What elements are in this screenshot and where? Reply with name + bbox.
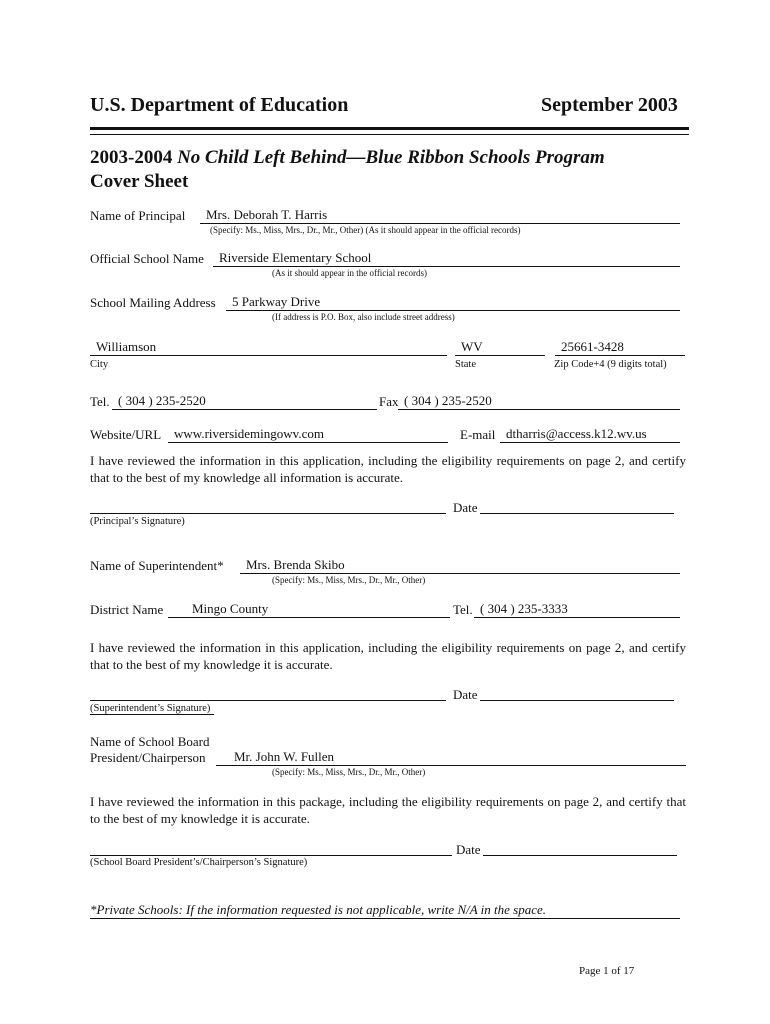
fax-label: Fax	[379, 394, 399, 409]
principal-field[interactable]: Mrs. Deborah T. Harris	[200, 208, 680, 224]
zip-label: Zip Code+4 (9 digits total)	[554, 359, 667, 370]
board-label-line2: President/Chairperson	[90, 750, 206, 765]
website-label: Website/URL	[90, 427, 162, 442]
board-label-line1: Name of School Board	[90, 734, 210, 749]
address-field[interactable]: 5 Parkway Drive	[226, 295, 680, 311]
board-date-line[interactable]	[483, 855, 677, 856]
address-hint: (If address is P.O. Box, also include street address)	[272, 312, 455, 322]
program-year: 2003-2004	[90, 147, 173, 168]
department-name: U.S. Department of Education	[90, 94, 349, 116]
header-rule-thin	[90, 134, 689, 135]
superintendent-date-line[interactable]	[480, 700, 674, 701]
private-schools-note: *Private Schools: If the information requested is not applicable, write N/A in the space.	[90, 903, 680, 919]
header-rule-thick	[90, 127, 689, 130]
state-label: State	[455, 359, 476, 370]
board-certification: I have reviewed the information in this package, including the eligibility requirements on page 2, and certify that to the best of my knowledge it is accurate.	[90, 794, 686, 826]
superintendent-field[interactable]: Mrs. Brenda Skibo	[240, 558, 680, 574]
principal-date-label: Date	[453, 500, 478, 515]
zip-field[interactable]: 25661-3428	[555, 340, 685, 356]
superintendent-label: Name of Superintendent*	[90, 558, 224, 573]
address-label: School Mailing Address	[90, 295, 216, 310]
school-name-field[interactable]: Riverside Elementary School	[213, 251, 680, 267]
board-signature-caption: (School Board President’s/Chairperson’s Signature)	[90, 857, 308, 868]
principal-signature-line[interactable]	[90, 513, 446, 514]
district-field[interactable]: Mingo County	[168, 602, 450, 618]
district-tel-label: Tel.	[453, 602, 473, 617]
city-field[interactable]: Williamson	[90, 340, 447, 356]
tel-label: Tel.	[90, 394, 110, 409]
program-title	[90, 147, 605, 169]
principal-label: Name of Principal	[90, 208, 186, 223]
superintendent-signature-caption: (Superintendent’s Signature)	[90, 703, 214, 715]
state-field[interactable]: WV	[455, 340, 545, 356]
program-name: No Child Left Behind—Blue Ribbon Schools Program	[177, 147, 605, 168]
school-label: Official School Name	[90, 251, 204, 266]
principal-date-line[interactable]	[480, 513, 674, 514]
superintendent-signature-line[interactable]	[90, 700, 446, 701]
principal-hint: (Specify: Ms., Miss, Mrs., Dr., Mr., Other) (As it should appear in the official records)	[210, 225, 521, 235]
board-hint: (Specify: Ms., Miss, Mrs., Dr., Mr., Other)	[272, 767, 426, 777]
district-tel-field[interactable]: ( 304 ) 235-3333	[474, 602, 680, 618]
email-label: E-mail	[460, 427, 496, 442]
fax-field[interactable]: ( 304 ) 235-2520	[398, 394, 680, 410]
city-label: City	[90, 359, 109, 370]
board-date-label: Date	[456, 842, 481, 857]
website-field[interactable]: www.riversidemingowv.com	[168, 427, 448, 443]
header-date: September 2003	[541, 94, 678, 116]
board-president-field[interactable]: Mr. John W. Fullen	[216, 750, 686, 766]
district-label: District Name	[90, 602, 164, 617]
cover-sheet-title: Cover Sheet	[90, 171, 189, 192]
principal-certification: I have reviewed the information in this application, including the eligibility requirements on page 2, and certify that to the best of my knowledge all information is accurate.	[90, 453, 686, 485]
principal-signature-caption: (Principal’s Signature)	[90, 516, 185, 527]
superintendent-date-label: Date	[453, 687, 478, 702]
superintendent-hint: (Specify: Ms., Miss, Mrs., Dr., Mr., Other)	[272, 575, 426, 585]
board-signature-line[interactable]	[90, 855, 452, 856]
superintendent-certification: I have reviewed the information in this application, including the eligibility requirements on page 2, and certify that to the best of my knowledge it is accurate.	[90, 640, 686, 672]
school-hint: (As it should appear in the official records)	[272, 268, 428, 278]
page-number: Page 1 of 17	[579, 965, 635, 977]
tel-field[interactable]: ( 304 ) 235-2520	[112, 394, 377, 410]
email-field[interactable]: dtharris@access.k12.wv.us	[500, 427, 680, 443]
